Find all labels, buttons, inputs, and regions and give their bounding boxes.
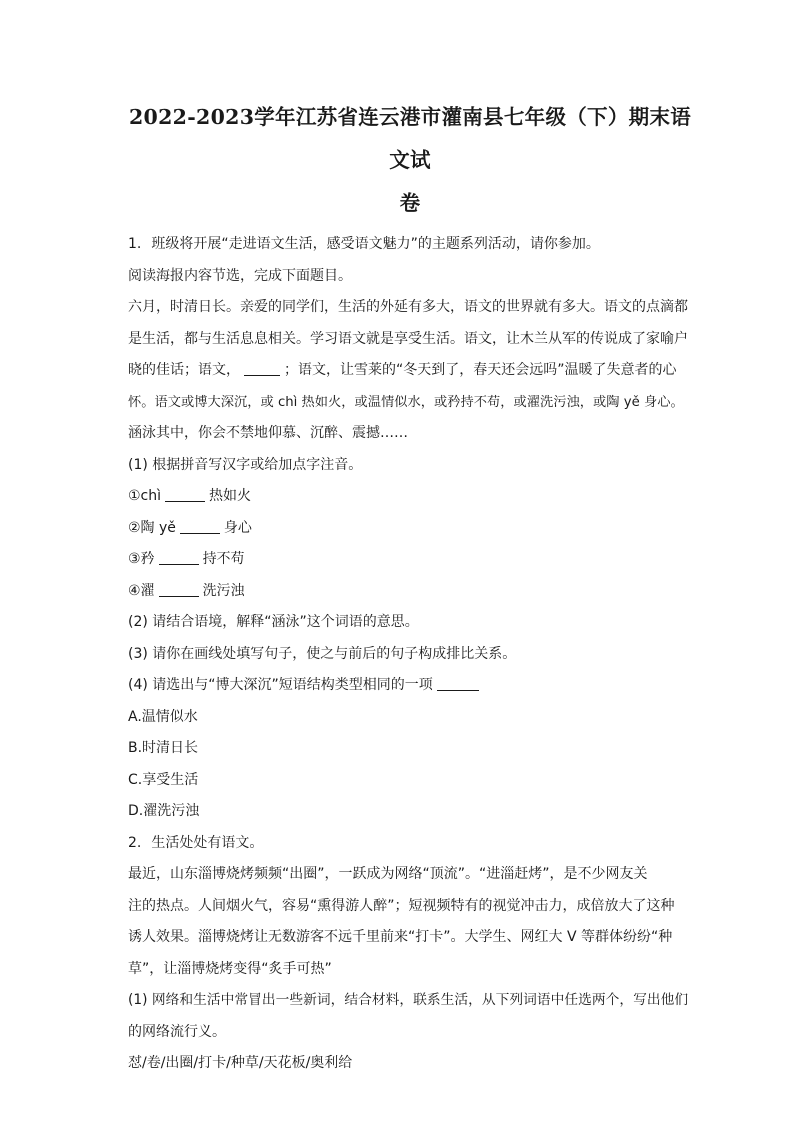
question-1-passage [128,292,692,450]
q2-passage-line-1: 最近，山东淄博烧烤频频“出圈”，一跃成为网络“顶流”。“进淄赶烤”，是不少网友关 [128,866,648,882]
sub-4-answer-blank[interactable] [437,674,479,691]
question-1-stem-line [128,229,692,261]
item-3-suffix: 持不苟 [202,551,245,567]
item-4-suffix: 洗污浊 [202,582,245,599]
q2-passage-line-4: 草”，让淄博烧烤变得“炙手可热” [128,960,332,977]
item-1-prefix: ①chì [128,488,162,504]
sub-1-item-4 [128,576,692,608]
fill-blank-sentence[interactable] [244,359,280,376]
sub-1-item-3 [128,544,692,576]
item-2-blank[interactable] [180,517,220,534]
question-2-number: 2. [128,834,142,851]
question-2-stem: 生活处处有语文。 [151,834,264,851]
question-1-number: 1. [128,236,142,252]
sub-4-text: (4) 请选出与“博大深沉”短语结构类型相同的一项 [128,677,433,693]
item-3-blank[interactable] [159,548,199,565]
passage-line-4: 怀。语文或博大深沉，或 chì 热如火，或温情似水，或矜持不苟，或濯洗污浊，或陶 yě 身心。 [128,394,684,410]
title-line-1: 2022-2023学年江苏省连云港市灌南县七年级（下）期末语文试 [128,105,692,172]
q2-word-list: 怼/卷/出圈/打卡/种草/天花板/奥利给 [128,1055,353,1071]
q2-sub-1-line-1: (1) 网络和生活中常冒出一些新词，结合材料，联系生活，从下列词语中任选两个，写出他们 [128,992,689,1008]
passage-line-1: 六月，时清日长。亲爱的同学们，生活的外延有多大，语文的世界就有多大。语文的点滴都 [128,299,688,315]
sub-1-item-1 [128,481,692,513]
q2-passage-line-2: 注的热点。人间烟火气，容易“熏得游人醉”；短视频特有的视觉冲击力，成倍放大了这种 [128,897,675,914]
title-line-2: 卷 [399,191,421,215]
option-c: C.享受生活 [128,771,199,788]
passage-line-3 [128,355,692,387]
question-2-passage [128,859,692,985]
q2-passage-line-3: 诱人效果。淄博烧烤让无数游客不远千里前来“打卡”。大学生、网红大 V 等群体纷纷“种 [128,929,673,945]
question-2-sub-1 [128,985,692,1048]
option-b: B.时清日长 [128,740,199,756]
option-d: D.濯洗污浊 [128,803,200,819]
passage-line-3-start: 晓的佳话；语文， [128,362,240,378]
question-1-sub-1: (1) 根据拼音写汉字或给加点字注音。 [128,456,363,473]
item-2-prefix: ②陶 yě [128,519,176,536]
question-2-stem-line [128,828,692,860]
item-4-blank[interactable] [159,580,199,597]
passage-line-3-end: ；语文，让雪莱的“冬天到了，春天还会远吗”温暖了失意者的心 [284,362,677,378]
passage-line-5: 涵泳其中，你会不禁地仰慕、沉醉、震撼…… [128,425,408,441]
item-3-prefix: ③矜 [128,551,155,567]
question-1-instruction: 阅读海报内容节选，完成下面题目。 [128,267,352,284]
option-a: A.温情似水 [128,708,198,725]
question-1-stem: 班级将开展“走进语文生活，感受语文魅力”的主题系列活动，请你参加。 [151,236,600,252]
passage-line-2: 是生活，都与生活息息相关。学习语文就是享受生活。语文，让木兰从军的传说成了家喻户 [128,330,688,347]
item-4-prefix: ④濯 [128,582,155,599]
question-1 [128,229,692,828]
q2-sub-1-line-2: 的网络流行义。 [128,1023,226,1040]
question-1-sub-4 [128,670,692,702]
sub-1-item-2 [128,513,692,545]
question-1-sub-3: (3) 请你在画线处填写句子，使之与前后的句子构成排比关系。 [128,645,517,662]
item-1-suffix: 热如火 [209,488,252,504]
question-1-sub-2: (2) 请结合语境，解释“涵泳”这个词语的意思。 [128,614,419,630]
item-2-suffix: 身心 [223,519,252,536]
item-1-blank[interactable] [165,485,205,502]
page-title [128,96,692,225]
question-2 [128,828,692,1080]
